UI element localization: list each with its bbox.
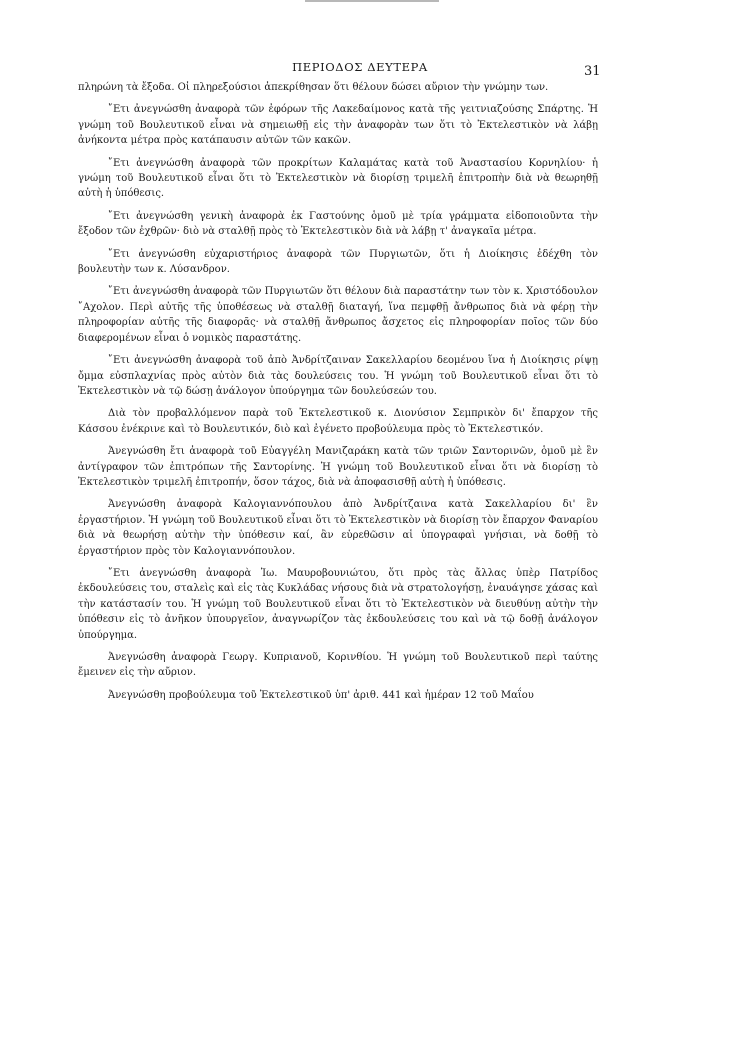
paragraph-2: ῎Ετι ἀνεγνώσθη ἀναφορὰ τῶν ἐφόρων τῆς Λακεδαίμονος κατὰ τῆς γειτνιαζούσης Σπάρτης. Ἡ γνώμη τοῦ Βουλευτικοῦ εἶναι νὰ σημειωθῇ εἰς τὴν ἀναφορὰν των ὅτι τὸ Ἐκτελεστικὸν νὰ λάβῃ ἀνήκοντα μέτρα πρὸς κατάπαυσιν αὐτῶν τῶν κακῶν. xyxy=(78,104,598,147)
paragraph-1: πληρώνη τὰ ἔξοδα. Οἱ πληρεξούσιοι ἀπεκρίθησαν ὅτι θέλουν δώσει αὔριον τὴν γνώμην των. xyxy=(78,82,549,93)
paragraph-9: Ἀνεγνώσθη ἔτι ἀναφορὰ τοῦ Εὐαγγέλη Μανιζαράκη κατὰ τῶν τριῶν Σαντορινῶν, ὁμοῦ μὲ ἓν ἀντίγραφον τῶν ἐπιτρόπων τῆς Σαντορίνης. Ἡ γνώμη τοῦ Βουλευτικοῦ εἶναι ὅτι νὰ διορίσῃ τὸ Ἐκτελεστικὸν τριμελῆ ἐπιτροπήν, ὅσον τάχος, διὰ νὰ ἀποφασισθῇ αὐτὴ ἡ ὑπόθεσις. xyxy=(78,446,598,488)
paragraph-13: Ἀνεγνώσθη προβούλευμα τοῦ Ἐκτελεστικοῦ ὑπ' ἀριθ. 441 καὶ ἡμέραν 12 τοῦ Μαΐου xyxy=(108,689,534,701)
body-text xyxy=(78,80,598,710)
paragraph-6: ῎Ετι ἀνεγνώσθη ἀναφορὰ τῶν Πυργιωτῶν ὅτι θέλουν διὰ παραστάτην των τὸν κ. Χριστόδουλον ῎Αχολον. Περὶ αὐτῆς τῆς ὑποθέσεως νὰ σταλθῇ διαταγή, ἵνα πεμφθῇ ἄνθρωπος διὰ νὰ φέρῃ τὴν πληροφορίαν αὐτῆς τῆς διαφορᾶς· νὰ σταλθῇ ἄνθρωπος ἄσχετος εἰς πληροφορίαν ποῖος τῶν δύο διαφερομένων εἶναι ὁ νομικὸς παραστάτης. xyxy=(78,286,598,344)
paragraph-3: ῎Ετι ἀνεγνώσθη ἀναφορὰ τῶν προκρίτων Καλαμάτας κατὰ τοῦ Ἀναστασίου Κορνηλίου· ἡ γνώμη τοῦ Βουλευτικοῦ εἶναι ὅτι τὸ Ἐκτελεστικὸν νὰ διορίσῃ τριμελῆ ἐπιτροπὴν διὰ νὰ θεωρηθῇ αὐτὴ ἡ ὑπόθεσις. xyxy=(78,157,598,200)
running-head: ΠΕΡΙΟΔΟΣ ΔΕΥΤΕΡΑ xyxy=(292,60,428,74)
paragraph-8: Διὰ τὸν προβαλλόμενον παρὰ τοῦ Ἐκτελεστικοῦ κ. Διονύσιον Σεμπρικὸν δι' ἔπαρχον τῆς Κάσσου ἐνέκρινε καὶ τὸ Βουλευτικόν, διὸ καὶ ἐγένετο προβούλευμα πρὸς τὸ Ἐκτελεστικόν. xyxy=(78,408,598,435)
paragraph-12: Ἀνεγνώσθη ἀναφορὰ Γεωργ. Κυπριανοῦ, Κορινθίου. Ἡ γνώμη τοῦ Βουλευτικοῦ περὶ ταύτης ἔμεινεν εἰς τὴν αὔριον. xyxy=(78,652,598,679)
page-number: 31 xyxy=(584,64,601,79)
top-edge-mark xyxy=(305,0,439,2)
paragraph-11: ῎Ετι ἀνεγνώσθη ἀναφορὰ Ἰω. Μαυροβουνιώτου, ὅτι πρὸς τὰς ἄλλας ὑπὲρ Πατρίδος ἐκδουλεύσεις του, σταλεὶς καὶ εἰς τὰς Κυκλάδας νήσους διὰ νὰ στρατολογήσῃ, ἐναυάγησε χάσας καὶ τὴν κατάστασίν του. Ἡ γνώμη τοῦ Βουλευτικοῦ εἶναι ὅτι τὸ Ἐκτελεστικὸν νὰ διευθύνῃ αὐτὴν τὴν ὑπόθεσιν εἰς τὸ ἀνῆκον ὑπουργεῖον, ἀναγνωρίζον τὰς ἐκδουλεύσεις του καὶ νὰ τῷ δοθῇ ἀνάλογον ὑπούργημα. xyxy=(78,567,598,641)
paragraph-4: ῎Ετι ἀνεγνώσθη γενικὴ ἀναφορὰ ἐκ Γαστούνης ὁμοῦ μὲ τρία γράμματα εἰδοποιοῦντα τὴν ἔξοδον τῶν ἐχθρῶν· διὸ νὰ σταλθῇ πρὸς τὸ Ἐκτελεστικὸν διὰ νὰ λάβῃ τ' ἀναγκαῖα μέτρα. xyxy=(78,210,598,238)
paragraph-5: ῎Ετι ἀνεγνώσθη εὐχαριστήριος ἀναφορὰ τῶν Πυργιωτῶν, ὅτι ἡ Διοίκησις ἐδέχθη τὸν βουλευτὴν των κ. Λύσανδρον. xyxy=(78,248,598,276)
paragraph-10: Ἀνεγνώσθη ἀναφορὰ Καλογιαννόπουλου ἀπὸ Ἀνδρίτζαινα κατὰ Σακελλαρίου δι' ἓν ἐργαστήριον. Ἡ γνώμη τοῦ Βουλευτικοῦ εἶναι ὅτι τὸ Ἐκτελεστικὸν νὰ διορίσῃ τὸν ἔπαρχον Φαναρίου διὰ νὰ θεωρήσῃ αὐτὴν τὴν ὑπόθεσιν καί, ἂν εὑρεθῶσιν αἱ ὑπογραφαὶ γνήσιαι, νὰ δοθῇ τὸ ἐργαστήριον πρὸς τὸν Καλογιαννόπουλον. xyxy=(78,499,598,557)
paragraph-7: ῎Ετι ἀνεγνώσθη ἀναφορὰ τοῦ ἀπὸ Ἀνδρίτζαιναν Σακελλαρίου δεομένου ἵνα ἡ Διοίκησις ρίψῃ ὄμμα εὐσπλαχνίας πρὸς αὐτὸν διὰ τὰς δουλεύσεις του. Ἡ γνώμη τοῦ Βουλευτικοῦ εἶναι ὅτι τὸ Ἐκτελεστικὸν νὰ τῷ δώσῃ ἀνάλογον ὑπούργημα τῶν δουλεύσεών του. xyxy=(78,355,598,397)
